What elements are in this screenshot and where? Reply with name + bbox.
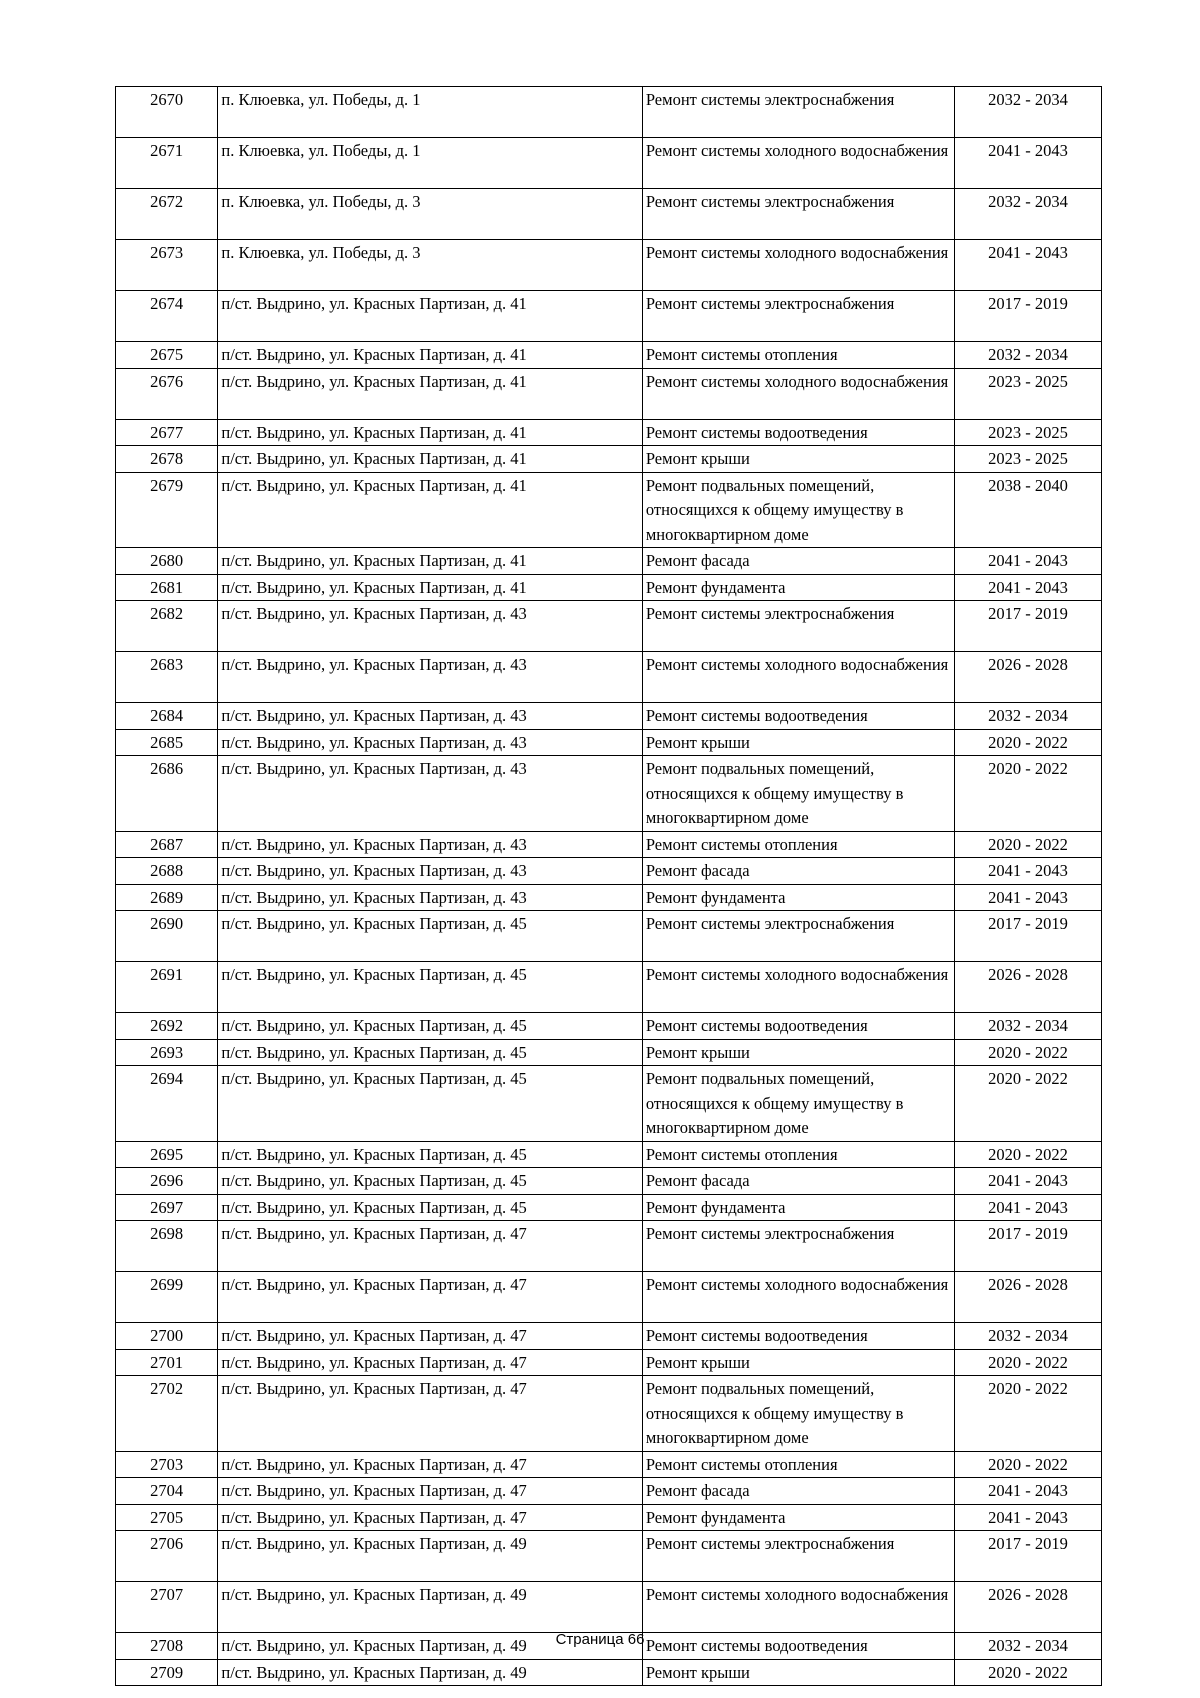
row-work-type: Ремонт системы холодного водоснабжения [642,240,954,291]
row-work-type: Ремонт подвальных помещений, относящихся к общему имуществу в многоквартирном доме [642,1066,954,1142]
table-row [116,1141,1102,1168]
row-address: п/ст. Выдрино, ул. Красных Партизан, д. 47 [218,1478,642,1505]
row-years: 2032 - 2034 [955,1013,1102,1040]
row-address: п/ст. Выдрино, ул. Красных Партизан, д. 47 [218,1451,642,1478]
row-years: 2041 - 2043 [955,240,1102,291]
row-address: п. Клюевка, ул. Победы, д. 3 [218,240,642,291]
row-work-type: Ремонт подвальных помещений, относящихся к общему имуществу в многоквартирном доме [642,756,954,832]
row-number: 2672 [116,189,218,240]
row-years: 2041 - 2043 [955,1504,1102,1531]
row-years: 2017 - 2019 [955,601,1102,652]
row-address: п/ст. Выдрино, ул. Красных Партизан, д. 49 [218,1531,642,1582]
row-address: п/ст. Выдрино, ул. Красных Партизан, д. 45 [218,1013,642,1040]
row-years: 2017 - 2019 [955,1531,1102,1582]
row-work-type: Ремонт системы отопления [642,1141,954,1168]
row-address: п/ст. Выдрино, ул. Красных Партизан, д. 41 [218,472,642,548]
row-years: 2020 - 2022 [955,1451,1102,1478]
row-address: п/ст. Выдрино, ул. Красных Партизан, д. 49 [218,1633,642,1660]
repair-schedule-table [115,86,1102,1686]
table-row [116,446,1102,473]
row-number: 2675 [116,342,218,369]
row-years: 2041 - 2043 [955,884,1102,911]
row-number: 2686 [116,756,218,832]
row-address: п/ст. Выдрино, ул. Красных Партизан, д. 43 [218,729,642,756]
row-number: 2694 [116,1066,218,1142]
row-work-type: Ремонт крыши [642,1039,954,1066]
row-years: 2041 - 2043 [955,574,1102,601]
row-work-type: Ремонт фасада [642,858,954,885]
row-address: п/ст. Выдрино, ул. Красных Партизан, д. 43 [218,858,642,885]
row-number: 2671 [116,138,218,189]
row-work-type: Ремонт системы электроснабжения [642,911,954,962]
table-body [116,87,1102,1686]
row-number: 2709 [116,1659,218,1686]
row-number: 2695 [116,1141,218,1168]
row-address: п/ст. Выдрино, ул. Красных Партизан, д. 41 [218,419,642,446]
row-work-type: Ремонт системы холодного водоснабжения [642,368,954,419]
row-years: 2032 - 2034 [955,703,1102,730]
row-number: 2697 [116,1194,218,1221]
table-row [116,87,1102,138]
table-row [116,342,1102,369]
row-work-type: Ремонт системы электроснабжения [642,291,954,342]
table-row [116,1168,1102,1195]
row-work-type: Ремонт системы водоотведения [642,1633,954,1660]
row-work-type: Ремонт фасада [642,548,954,575]
row-years: 2020 - 2022 [955,1141,1102,1168]
table-row [116,1066,1102,1142]
row-years: 2017 - 2019 [955,291,1102,342]
table-row [116,472,1102,548]
row-address: п/ст. Выдрино, ул. Красных Партизан, д. 45 [218,1194,642,1221]
row-number: 2693 [116,1039,218,1066]
row-address: п/ст. Выдрино, ул. Красных Партизан, д. 47 [218,1323,642,1350]
row-years: 2020 - 2022 [955,1066,1102,1142]
row-work-type: Ремонт фундамента [642,1194,954,1221]
row-address: п/ст. Выдрино, ул. Красных Партизан, д. 45 [218,1039,642,1066]
row-address: п/ст. Выдрино, ул. Красных Партизан, д. 45 [218,1066,642,1142]
row-address: п/ст. Выдрино, ул. Красных Партизан, д. 41 [218,446,642,473]
table-row [116,1478,1102,1505]
row-work-type: Ремонт фундамента [642,884,954,911]
row-address: п. Клюевка, ул. Победы, д. 1 [218,87,642,138]
row-work-type: Ремонт крыши [642,729,954,756]
row-work-type: Ремонт фундамента [642,574,954,601]
row-work-type: Ремонт системы водоотведения [642,1013,954,1040]
row-address: п/ст. Выдрино, ул. Красных Партизан, д. 43 [218,884,642,911]
row-number: 2708 [116,1633,218,1660]
row-years: 2020 - 2022 [955,729,1102,756]
table-row [116,1659,1102,1686]
row-number: 2684 [116,703,218,730]
table-row [116,368,1102,419]
row-work-type: Ремонт крыши [642,1659,954,1686]
row-address: п/ст. Выдрино, ул. Красных Партизан, д. 43 [218,652,642,703]
table-row [116,1451,1102,1478]
row-years: 2020 - 2022 [955,1039,1102,1066]
row-years: 2038 - 2040 [955,472,1102,548]
row-work-type: Ремонт системы электроснабжения [642,601,954,652]
row-number: 2674 [116,291,218,342]
row-work-type: Ремонт фундамента [642,1504,954,1531]
row-work-type: Ремонт фасада [642,1168,954,1195]
row-address: п. Клюевка, ул. Победы, д. 3 [218,189,642,240]
row-work-type: Ремонт крыши [642,1349,954,1376]
row-number: 2676 [116,368,218,419]
table-row [116,1221,1102,1272]
row-work-type: Ремонт системы холодного водоснабжения [642,138,954,189]
row-work-type: Ремонт системы водоотведения [642,419,954,446]
table-row [116,548,1102,575]
row-number: 2670 [116,87,218,138]
row-number: 2678 [116,446,218,473]
row-number: 2707 [116,1582,218,1633]
table-row [116,138,1102,189]
table-row [116,1376,1102,1452]
table-row [116,1349,1102,1376]
row-number: 2688 [116,858,218,885]
row-years: 2023 - 2025 [955,419,1102,446]
table-row [116,703,1102,730]
row-address: п/ст. Выдрино, ул. Красных Партизан, д. 41 [218,574,642,601]
row-work-type: Ремонт системы электроснабжения [642,1531,954,1582]
table-row [116,911,1102,962]
table-row [116,756,1102,832]
row-address: п. Клюевка, ул. Победы, д. 1 [218,138,642,189]
row-work-type: Ремонт системы электроснабжения [642,189,954,240]
row-number: 2692 [116,1013,218,1040]
row-work-type: Ремонт системы отопления [642,1451,954,1478]
table-row [116,574,1102,601]
row-work-type: Ремонт системы отопления [642,831,954,858]
row-years: 2020 - 2022 [955,831,1102,858]
row-work-type: Ремонт системы водоотведения [642,1323,954,1350]
row-number: 2690 [116,911,218,962]
row-work-type: Ремонт подвальных помещений, относящихся к общему имуществу в многоквартирном доме [642,472,954,548]
row-work-type: Ремонт системы водоотведения [642,703,954,730]
row-address: п/ст. Выдрино, ул. Красных Партизан, д. 43 [218,601,642,652]
row-years: 2041 - 2043 [955,138,1102,189]
row-number: 2698 [116,1221,218,1272]
row-years: 2023 - 2025 [955,446,1102,473]
row-number: 2677 [116,419,218,446]
row-address: п/ст. Выдрино, ул. Красных Партизан, д. 49 [218,1582,642,1633]
row-address: п/ст. Выдрино, ул. Красных Партизан, д. 47 [218,1376,642,1452]
row-address: п/ст. Выдрино, ул. Красных Партизан, д. 45 [218,1141,642,1168]
row-work-type: Ремонт системы холодного водоснабжения [642,1272,954,1323]
row-number: 2701 [116,1349,218,1376]
row-work-type: Ремонт системы электроснабжения [642,87,954,138]
row-number: 2682 [116,601,218,652]
row-years: 2032 - 2034 [955,342,1102,369]
table-row [116,1323,1102,1350]
row-work-type: Ремонт системы холодного водоснабжения [642,652,954,703]
row-address: п/ст. Выдрино, ул. Красных Партизан, д. 47 [218,1221,642,1272]
row-address: п/ст. Выдрино, ул. Красных Партизан, д. 45 [218,962,642,1013]
row-number: 2696 [116,1168,218,1195]
row-number: 2689 [116,884,218,911]
table-row [116,1194,1102,1221]
row-number: 2699 [116,1272,218,1323]
row-years: 2026 - 2028 [955,652,1102,703]
row-address: п/ст. Выдрино, ул. Красных Партизан, д. 47 [218,1504,642,1531]
row-years: 2032 - 2034 [955,1323,1102,1350]
row-years: 2032 - 2034 [955,87,1102,138]
row-years: 2041 - 2043 [955,858,1102,885]
row-address: п/ст. Выдрино, ул. Красных Партизан, д. 47 [218,1272,642,1323]
row-years: 2020 - 2022 [955,756,1102,832]
table-row [116,1531,1102,1582]
row-address: п/ст. Выдрино, ул. Красных Партизан, д. 45 [218,1168,642,1195]
table-row [116,831,1102,858]
row-years: 2026 - 2028 [955,1272,1102,1323]
row-number: 2681 [116,574,218,601]
table-row [116,1504,1102,1531]
row-address: п/ст. Выдрино, ул. Красных Партизан, д. 41 [218,342,642,369]
row-address: п/ст. Выдрино, ул. Красных Партизан, д. 41 [218,548,642,575]
row-work-type: Ремонт крыши [642,446,954,473]
row-work-type: Ремонт системы холодного водоснабжения [642,1582,954,1633]
table-row [116,729,1102,756]
row-address: п/ст. Выдрино, ул. Красных Партизан, д. 43 [218,756,642,832]
row-number: 2679 [116,472,218,548]
row-address: п/ст. Выдрино, ул. Красных Партизан, д. 49 [218,1659,642,1686]
row-years: 2020 - 2022 [955,1349,1102,1376]
row-address: п/ст. Выдрино, ул. Красных Партизан, д. 43 [218,703,642,730]
table-row [116,962,1102,1013]
row-years: 2017 - 2019 [955,1221,1102,1272]
table-row [116,1582,1102,1633]
row-years: 2041 - 2043 [955,1478,1102,1505]
row-number: 2702 [116,1376,218,1452]
table-row [116,1013,1102,1040]
row-address: п/ст. Выдрино, ул. Красных Партизан, д. 47 [218,1349,642,1376]
row-years: 2026 - 2028 [955,1582,1102,1633]
table-row [116,601,1102,652]
row-years: 2032 - 2034 [955,189,1102,240]
row-years: 2041 - 2043 [955,1194,1102,1221]
row-years: 2041 - 2043 [955,548,1102,575]
row-number: 2705 [116,1504,218,1531]
table-row [116,419,1102,446]
table-row [116,189,1102,240]
row-work-type: Ремонт системы электроснабжения [642,1221,954,1272]
row-years: 2032 - 2034 [955,1633,1102,1660]
row-number: 2683 [116,652,218,703]
row-number: 2706 [116,1531,218,1582]
row-work-type: Ремонт системы холодного водоснабжения [642,962,954,1013]
page-number: Страница 66 [555,1631,645,1648]
table-row [116,291,1102,342]
row-number: 2700 [116,1323,218,1350]
row-number: 2691 [116,962,218,1013]
row-work-type: Ремонт фасада [642,1478,954,1505]
table-row [116,652,1102,703]
row-number: 2673 [116,240,218,291]
row-number: 2687 [116,831,218,858]
row-number: 2685 [116,729,218,756]
table-row [116,240,1102,291]
row-work-type: Ремонт системы отопления [642,342,954,369]
row-address: п/ст. Выдрино, ул. Красных Партизан, д. 41 [218,291,642,342]
row-years: 2020 - 2022 [955,1659,1102,1686]
row-address: п/ст. Выдрино, ул. Красных Партизан, д. 43 [218,831,642,858]
row-address: п/ст. Выдрино, ул. Красных Партизан, д. 45 [218,911,642,962]
row-years: 2023 - 2025 [955,368,1102,419]
row-work-type: Ремонт подвальных помещений, относящихся к общему имуществу в многоквартирном доме [642,1376,954,1452]
table-row [116,858,1102,885]
table-row [116,884,1102,911]
row-years: 2020 - 2022 [955,1376,1102,1452]
table-row [116,1272,1102,1323]
row-years: 2026 - 2028 [955,962,1102,1013]
row-years: 2017 - 2019 [955,911,1102,962]
row-number: 2704 [116,1478,218,1505]
row-number: 2703 [116,1451,218,1478]
table-row [116,1039,1102,1066]
row-number: 2680 [116,548,218,575]
row-address: п/ст. Выдрино, ул. Красных Партизан, д. 41 [218,368,642,419]
row-years: 2041 - 2043 [955,1168,1102,1195]
